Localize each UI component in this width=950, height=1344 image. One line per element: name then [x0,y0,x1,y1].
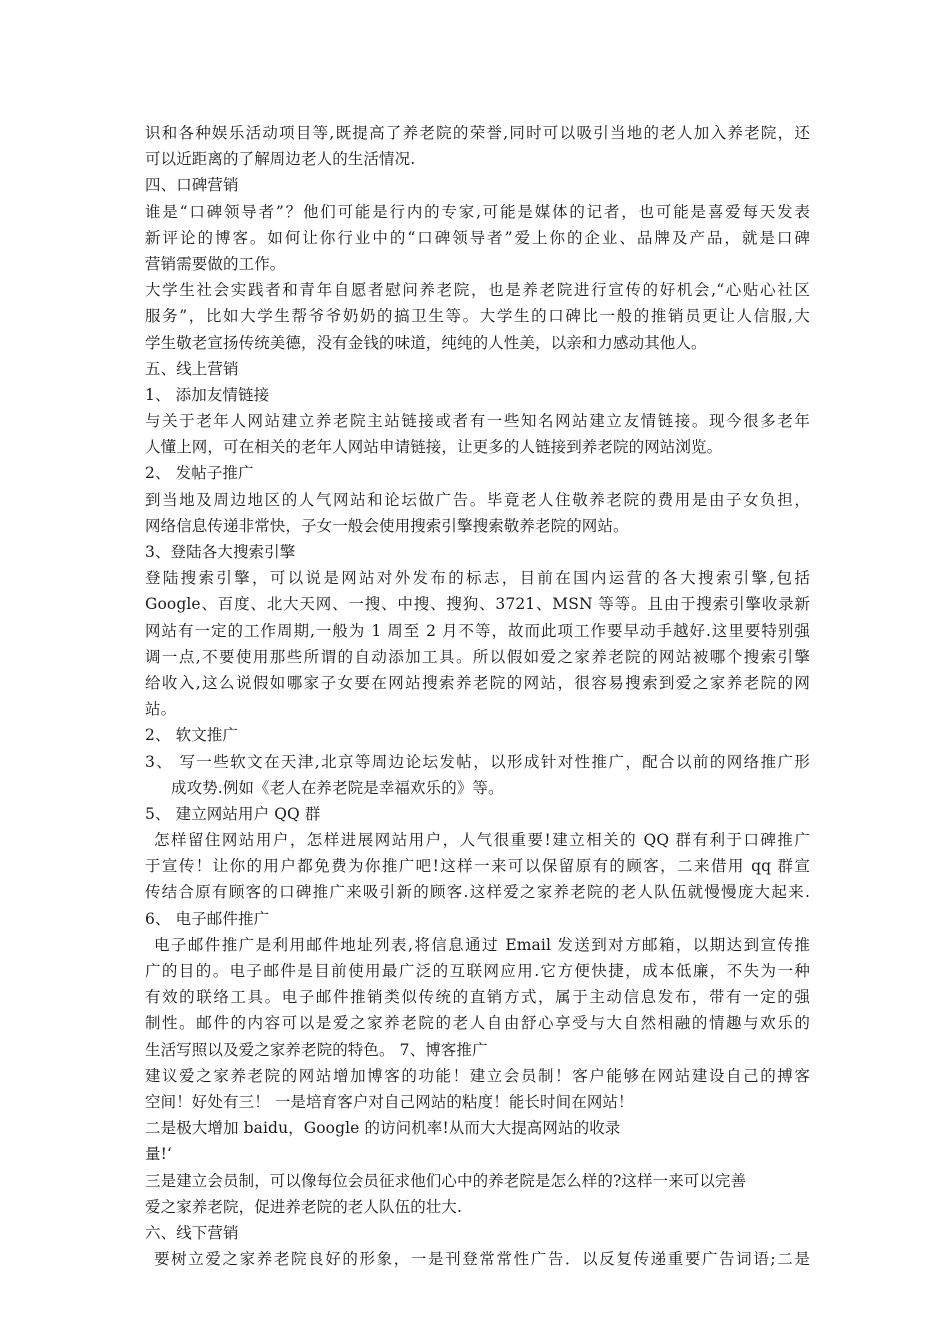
text-line: 四、口碑营销 [145,176,239,195]
text-line: 1、 添加友情链接 [145,385,270,404]
text-line: 成攻势.例如《老人在养老院是幸福欢乐的》等。 [171,778,504,797]
text-line: 5、 建立网站用户 QQ 群 [145,804,321,823]
text-line: 爱之家养老院，促进养老院的老人队伍的壮大. [145,1197,463,1216]
text-line: 识和各种娱乐活动项目等,既提高了养老院的荣誉,同时可以吸引当地的老人加入养老院，还 [145,124,810,142]
text-line: 2、 发帖子推广 [145,464,254,483]
text-line: 站。 [145,700,177,719]
text-line: 制性。邮件的内容可以是爱之家养老院的老人自由舒心享受与大自然相融的情趣与欢乐的 [145,1014,810,1033]
text-line: Google、百度、北大天网、一搜、中搜、搜狗、3721、MSN 等等。且由于搜索引擎收录新 [145,595,810,614]
text-line: 登陆搜索引擎，可以说是网站对外发布的标志，目前在国内运营的各大搜索引擎,包括 [145,569,810,588]
text-line: 大学生社会实践者和青年自愿者慰问养老院，也是养老院进行宣传的好机会,“心贴心社区 [145,281,810,300]
text-line: 有效的联络工具。电子邮件推销类似传统的直销方式，属于主动信息发布，带有一定的强 [145,988,810,1007]
text-line: 五、线上营销 [145,359,239,378]
text-line: 电子邮件推广是利用邮件地址列表,将信息通过 Email 发送到对方邮箱，以期达到宣传推 [154,935,810,954]
text-line: 可以近距离的了解周边老人的生活情况. [145,150,416,169]
text-line: 3、 写一些软文在天津,北京等周边论坛发帖，以形成针对性推广，配合以前的网络推广形 [145,752,810,771]
text-line: 调一点,不要使用那些所谓的自动添加工具。所以假如爱之家养老院的网站被哪个搜索引擎 [145,647,810,666]
text-line: 服务”，比如大学生帮爷爷奶奶的搞卫生等。大学生的口碑比一般的推销员更让人信服,大 [145,307,810,326]
text-line: 学生敬老宣扬传统美德，没有金钱的味道，纯纯的人性美，以亲和力感动其他人。 [145,333,707,352]
text-line: 营销需要做的工作。 [145,254,286,273]
text-line: 建议爱之家养老院的网站增加博客的功能！建立会员制！客户能够在网站建设自己的搏客 [145,1066,810,1085]
text-line: 网络信息传递非常快，子女一般会使用搜索引擎搜索敬养老院的网站。 [145,516,629,535]
text-line: 谁是“口碑领导者”？他们可能是行内的专家,可能是媒体的记者，也可能是喜爱每天发表 [145,202,810,221]
text-line: 量!‘ [145,1145,172,1164]
text-line: 怎样留住网站用户，怎样进展网站用户，人气很重要!建立相关的 QQ 群有利于口碑推广 [154,831,810,850]
text-line: 于宣传！让你的用户都免费为你推广吧!这样一来可以保留原有的顾客，二来借用 qq 群宣 [145,857,810,876]
text-line: 要树立爱之家养老院良好的形象，一是刊登常常性广告．以反复传递重要广告词语;二是 [154,1250,810,1269]
text-line: 三是建立会员制，可以像每位会员征求他们心中的养老院是怎么样的?这样一来可以完善 [145,1171,747,1190]
text-line: 给收入,这么说假如哪家子女要在网站搜索养老院的网站，很容易搜索到爱之家养老院的网 [145,673,810,692]
text-line: 生活写照以及爱之家养老院的特色。 7、博客推广 [145,1040,488,1059]
text-line: 2、 软文推广 [145,726,238,745]
text-line: 到当地及周边地区的人气网站和论坛做广告。毕竟老人住敬养老院的费用是由子女负担， [145,490,810,509]
text-line: 空间！好处有三！ 一是培育客户对自己网站的粘度！能长时间在网站！ [145,1092,634,1111]
text-line: 传结合原有顾客的口碑推广来吸引新的顾客.这样爱之家养老院的老人队伍就慢慢庞大起来. [145,883,810,902]
text-line: 3、登陆各大搜索引擎 [145,543,296,561]
text-line: 六、线下营销 [145,1223,239,1242]
text-line: 与关于老年人网站建立养老院主站链接或者有一些知名网站建立友情链接。现今很多老年 [145,412,810,431]
text-line: 人懂上网，可在相关的老年人网站申请链接，让更多的人链接到养老院的网站浏览。 [145,438,723,457]
text-line: 新评论的博客。如何让你行业中的“口碑领导者”爱上你的企业、品牌及产品，就是口碑 [145,228,810,247]
text-line: 二是极大增加 baidu，Google 的访问机率!从而大大提高网站的收录 [145,1119,621,1138]
text-line: 网站有一定的工作周期,一般为 1 周至 2 月不等，故而此项工作要早动手越好.这里要特别强 [145,621,810,640]
document-body [145,120,810,1272]
text-line: 广的目的。电子邮件是目前使用最广泛的互联网应用.它方便快捷，成本低廉，不失为一种 [145,962,810,980]
text-line: 6、 电子邮件推广 [145,909,270,928]
